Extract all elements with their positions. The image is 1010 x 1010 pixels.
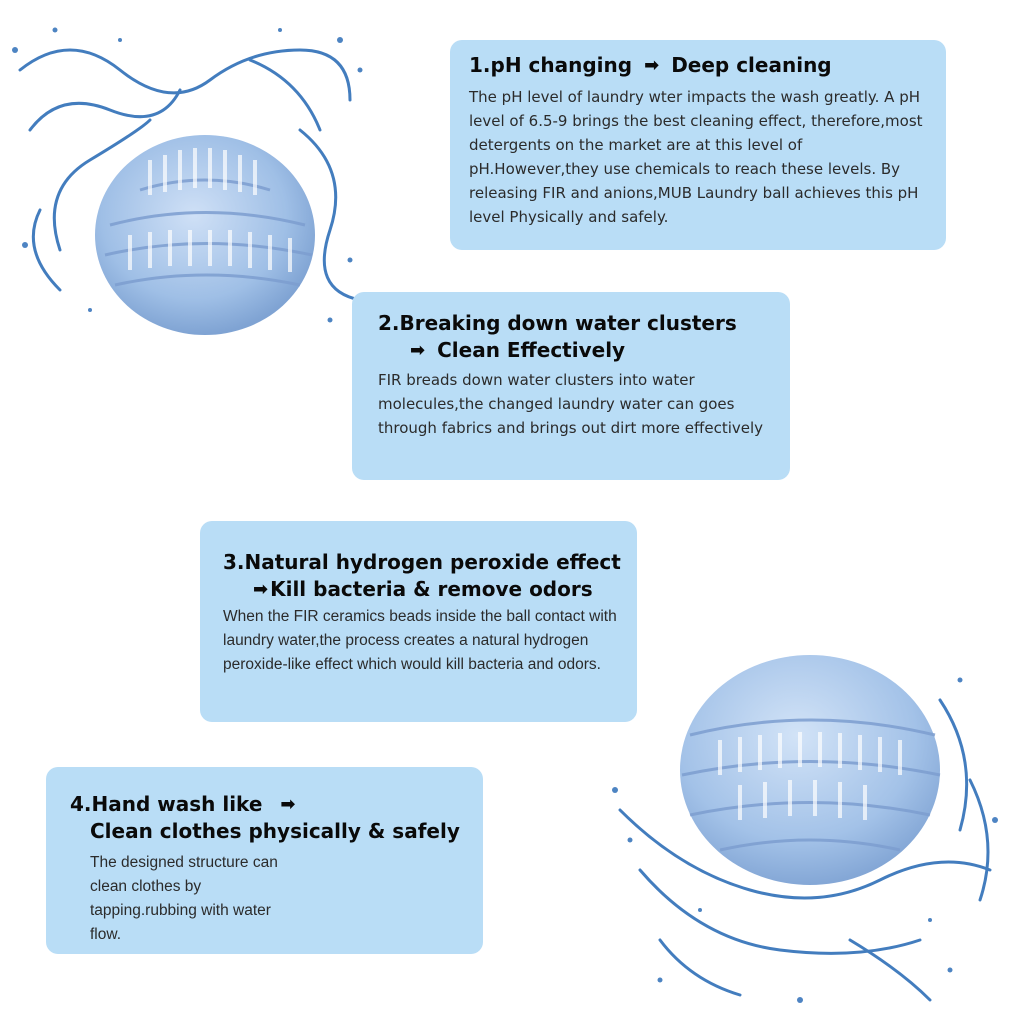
card-title-line: Clean Effectively (437, 338, 626, 362)
feature-card-ph-changing (450, 40, 946, 250)
arrow-right-icon: ➡ (410, 340, 426, 361)
card-title (469, 52, 928, 79)
arrow-right-icon: ➡ (280, 794, 296, 815)
card-title-line: Clean clothes physically & safely (90, 819, 460, 843)
laundry-ball-image-top (0, 10, 380, 340)
card-title-line: 2.Breaking down water clusters (378, 311, 737, 335)
card-title-text: 1.pH changing (469, 53, 633, 77)
laundry-ball-image-bottom (600, 640, 1010, 1010)
feature-card-hand-wash (46, 767, 483, 954)
card-title (70, 791, 469, 845)
card-title-line: 4.Hand wash like (70, 792, 263, 816)
feature-card-water-clusters (352, 292, 790, 480)
feature-card-hydrogen-peroxide (200, 521, 637, 722)
card-body: The designed structure can clean clothes by tapping.rubbing with water flow. (90, 854, 278, 943)
card-body: FIR breads down water clusters into water molecules,the changed laundry water can goes through fabrics and brings out dirt more effectively (378, 371, 764, 437)
card-title-line: Kill bacteria & remove odors (270, 577, 593, 601)
card-body: When the FIR ceramics beads inside the ball contact with laundry water,the process creates a natural hydrogen peroxide-like effect which would kill bacteria and odors. (223, 608, 617, 673)
arrow-right-icon: ➡ (253, 579, 269, 600)
card-title-text: Deep cleaning (671, 53, 832, 77)
card-title (223, 549, 623, 603)
card-title-line: 3.Natural hydrogen peroxide effect (223, 550, 621, 574)
arrow-right-icon: ➡ (644, 55, 660, 76)
card-title (378, 310, 772, 364)
card-body: The pH level of laundry wter impacts the wash greatly. A pH level of 6.5-9 brings the best cleaning effect, therefore,most detergents on the market are at this level of pH.However,they use chemicals to reach these levels. By releasing FIR and anions,MUB Laundry ball achieves this pH level Physically and safely. (469, 88, 923, 226)
